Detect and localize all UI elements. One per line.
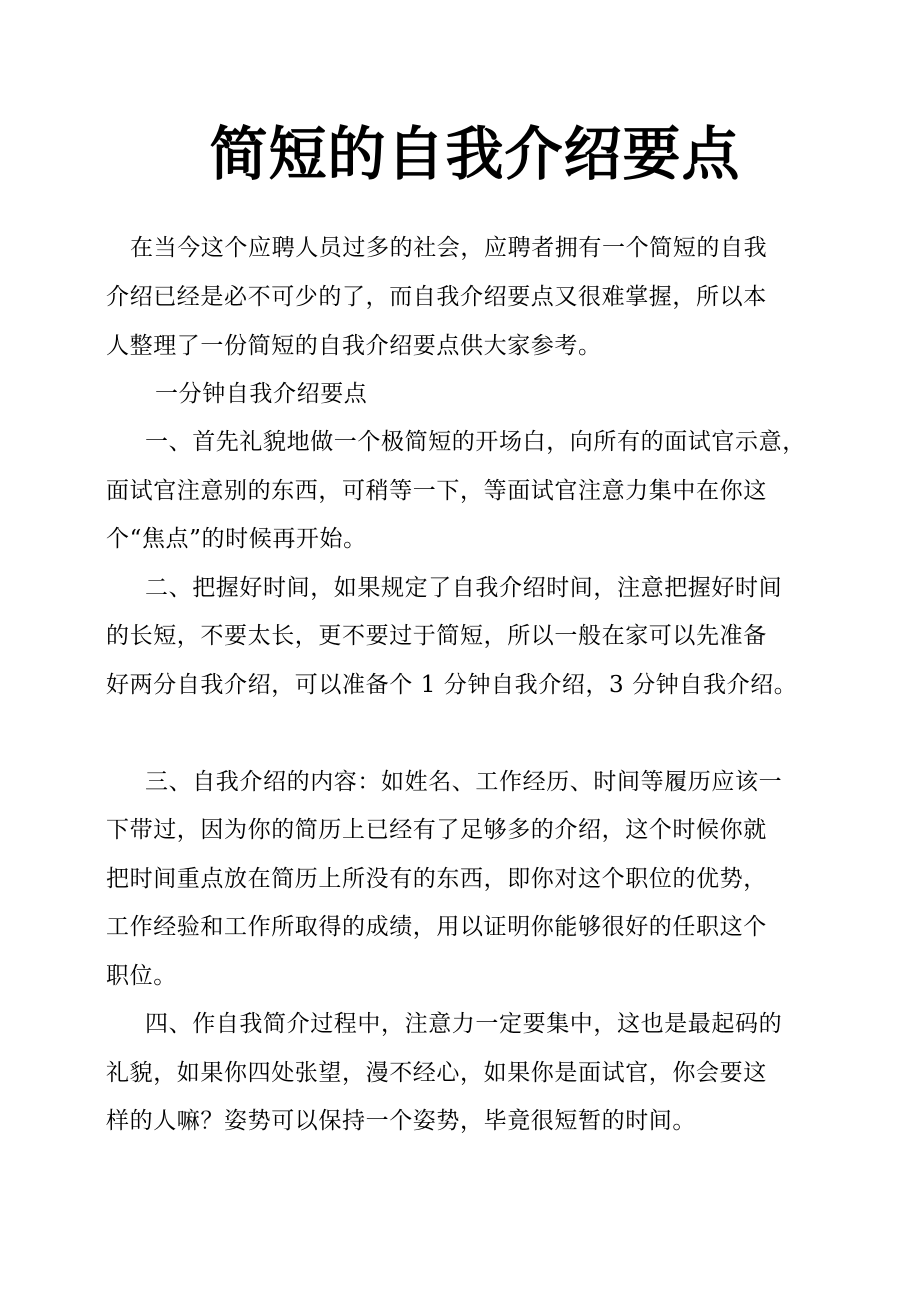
point-4-line-2: 礼貌，如果你四处张望，漫不经心，如果你是面试官，你会要这 [106, 1060, 767, 1086]
section-heading: 一分钟自我介绍要点 [155, 381, 368, 407]
intro-line-1: 在当今这个应聘人员过多的社会，应聘者拥有一个简短的自我 [130, 235, 768, 261]
point-2-line-3: 好两分自我介绍，可以准备个 1 分钟自我介绍，3 分钟自我介绍。 [106, 672, 798, 698]
point-1-line-1: 一、首先礼貌地做一个极简短的开场白，向所有的面试官示意， [145, 429, 806, 455]
point-3-line-5: 职位。 [106, 963, 177, 989]
point-1-line-2: 面试官注意别的东西，可稍等一下，等面试官注意力集中在你这 [106, 478, 767, 504]
intro-line-2: 介绍已经是必不可少的了，而自我介绍要点又很难掌握，所以本 [106, 284, 767, 310]
point-1-line-3: 个“焦点”的时候再开始。 [106, 526, 367, 552]
point-4-line-3: 样的人嘛？姿势可以保持一个姿势，毕竟很短暂的时间。 [106, 1108, 696, 1134]
point-3-line-3: 把时间重点放在简历上所没有的东西，即你对这个职位的优势， [106, 866, 767, 892]
point-3-line-4: 工作经验和工作所取得的成绩，用以证明你能够很好的任职这个 [106, 914, 767, 940]
point-4-line-1: 四、作自我简介过程中，注意力一定要集中，这也是最起码的 [145, 1011, 783, 1037]
point-2-line-2: 的长短，不要太长，更不要过于简短，所以一般在家可以先准备 [106, 623, 767, 649]
document-title: 简短的自我介绍要点 [209, 120, 741, 188]
point-3-line-1: 三、自我介绍的内容：如姓名、工作经历、时间等履历应该一 [145, 769, 783, 795]
point-3-line-2: 下带过，因为你的简历上已经有了足够多的介绍，这个时候你就 [106, 817, 767, 843]
point-2-line-1: 二、把握好时间，如果规定了自我介绍时间，注意把握好时间 [145, 575, 783, 601]
intro-line-3: 人整理了一份简短的自我介绍要点供大家参考。 [106, 333, 602, 359]
